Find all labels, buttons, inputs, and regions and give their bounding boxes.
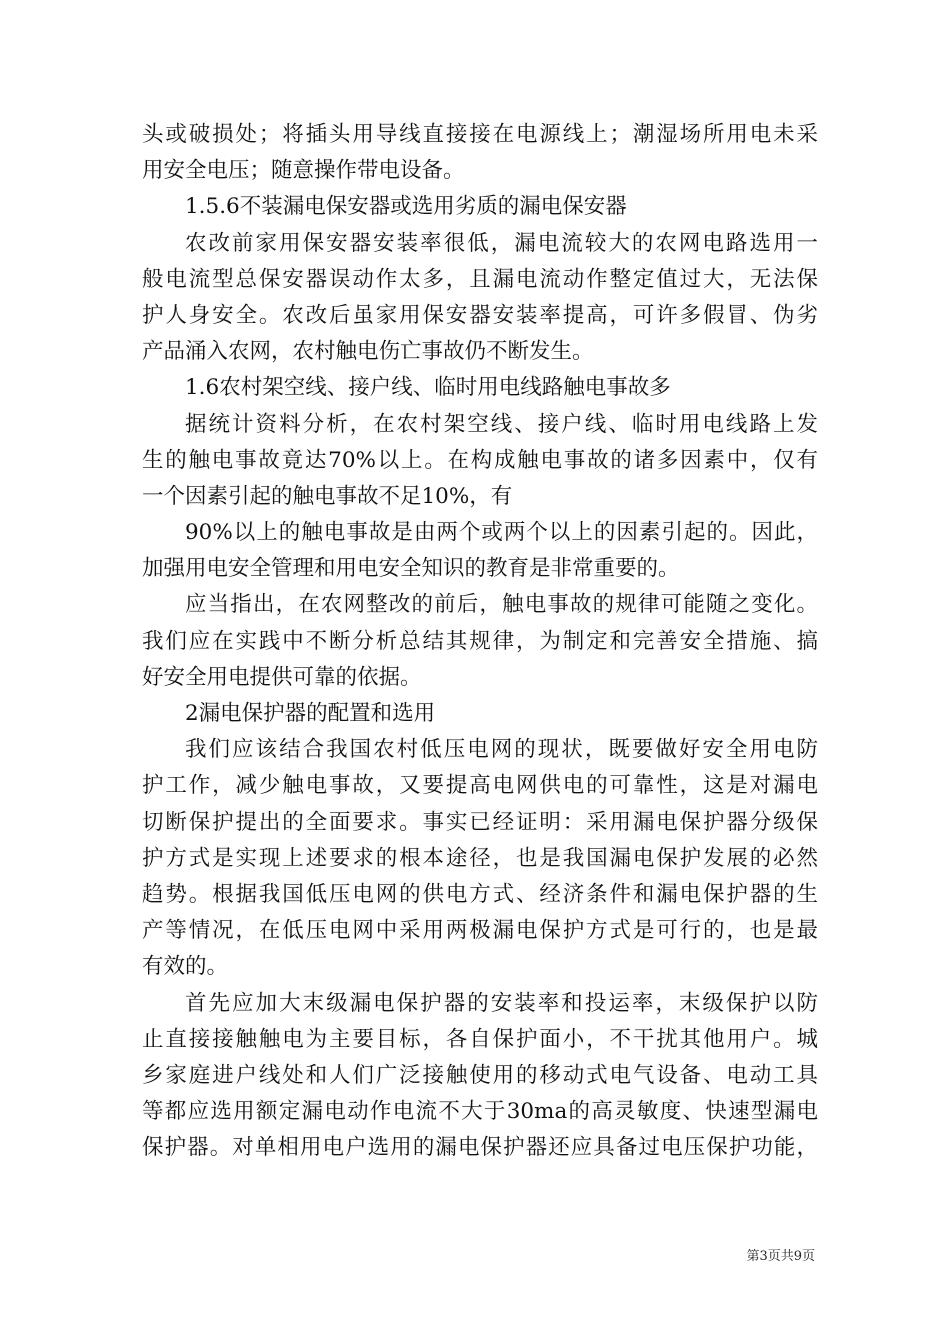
text-line: 90%以上的触电事故是由两个或两个以上的因素引起的。因此， (185, 520, 818, 546)
page-number: 第3页共9页 (746, 1249, 815, 1264)
text-line: 好安全用电提供可靠的依据。 (142, 664, 422, 690)
text-line: 2漏电保护器的配置和选用 (185, 701, 436, 726)
text-line: 产等情况，在低压电网中采用两极漏电保护方式是可行的，也是最 (142, 918, 818, 944)
text-line: 用安全电压；随意操作带电设备。 (142, 158, 465, 184)
document-body (142, 117, 818, 1166)
text-line: 有效的。 (142, 954, 229, 980)
text-line: 头或破损处；将插头用导线直接接在电源线上；潮湿场所用电未采 (142, 122, 818, 147)
text-line: 切断保护提出的全面要求。事实已经证明：采用漏电保护器分级保 (142, 809, 818, 835)
text-line: 产品涌入农网，农村触电伤亡事故仍不断发生。 (142, 339, 594, 365)
text-line: 我们应在实践中不断分析总结其规律，为制定和完善安全措施、搞 (142, 628, 818, 654)
text-line: 据统计资料分析，在农村架空线、接户线、临时用电线路上发 (185, 411, 818, 437)
text-line: 加强用电安全管理和用电安全知识的教育是非常重要的。 (142, 556, 680, 582)
text-line: 1.5.6不装漏电保安器或选用劣质的漏电保安器 (185, 194, 627, 220)
text-line: 1.6农村架空线、接户线、临时用电线路触电事故多 (185, 375, 671, 401)
text-line: 护方式是实现上述要求的根本途径，也是我国漏电保护发展的必然 (142, 845, 818, 871)
text-line: 乡家庭进户线处和人们广泛接触使用的移动式电气设备、电动工具 (142, 1062, 818, 1088)
text-line: 一个因素引起的触电事故不足10%，有 (142, 483, 513, 509)
text-line: 般电流型总保安器误动作太多，且漏电流动作整定值过大，无法保 (142, 266, 818, 292)
text-line: 等都应选用额定漏电动作电流不大于30ma的高灵敏度、快速型漏电 (142, 1099, 818, 1125)
text-line: 止直接接触触电为主要目标，各自保护面小，不干扰其他用户。城 (142, 1026, 818, 1052)
text-line: 应当指出，在农网整改的前后，触电事故的规律可能随之变化。 (185, 592, 818, 618)
text-line: 护工作，减少触电事故，又要提高电网供电的可靠性，这是对漏电 (142, 773, 818, 799)
text-line: 护人身安全。农改后虽家用保安器安装率提高，可许多假冒、伪劣 (142, 302, 818, 328)
text-line: 生的触电事故竟达70%以上。在构成触电事故的诸多因素中，仅有 (142, 447, 818, 473)
text-line: 我们应该结合我国农村低压电网的现状，既要做好安全用电防 (185, 737, 818, 763)
text-line: 趋势。根据我国低压电网的供电方式、经济条件和漏电保护器的生 (142, 881, 818, 907)
text-line: 保护器。对单相用电户选用的漏电保护器还应具备过电压保护功能， (142, 1135, 818, 1161)
text-line: 农改前家用保安器安装率很低，漏电流较大的农网电路选用一 (185, 230, 818, 256)
text-line: 首先应加大末级漏电保护器的安装率和投运率，末级保护以防 (185, 990, 818, 1016)
